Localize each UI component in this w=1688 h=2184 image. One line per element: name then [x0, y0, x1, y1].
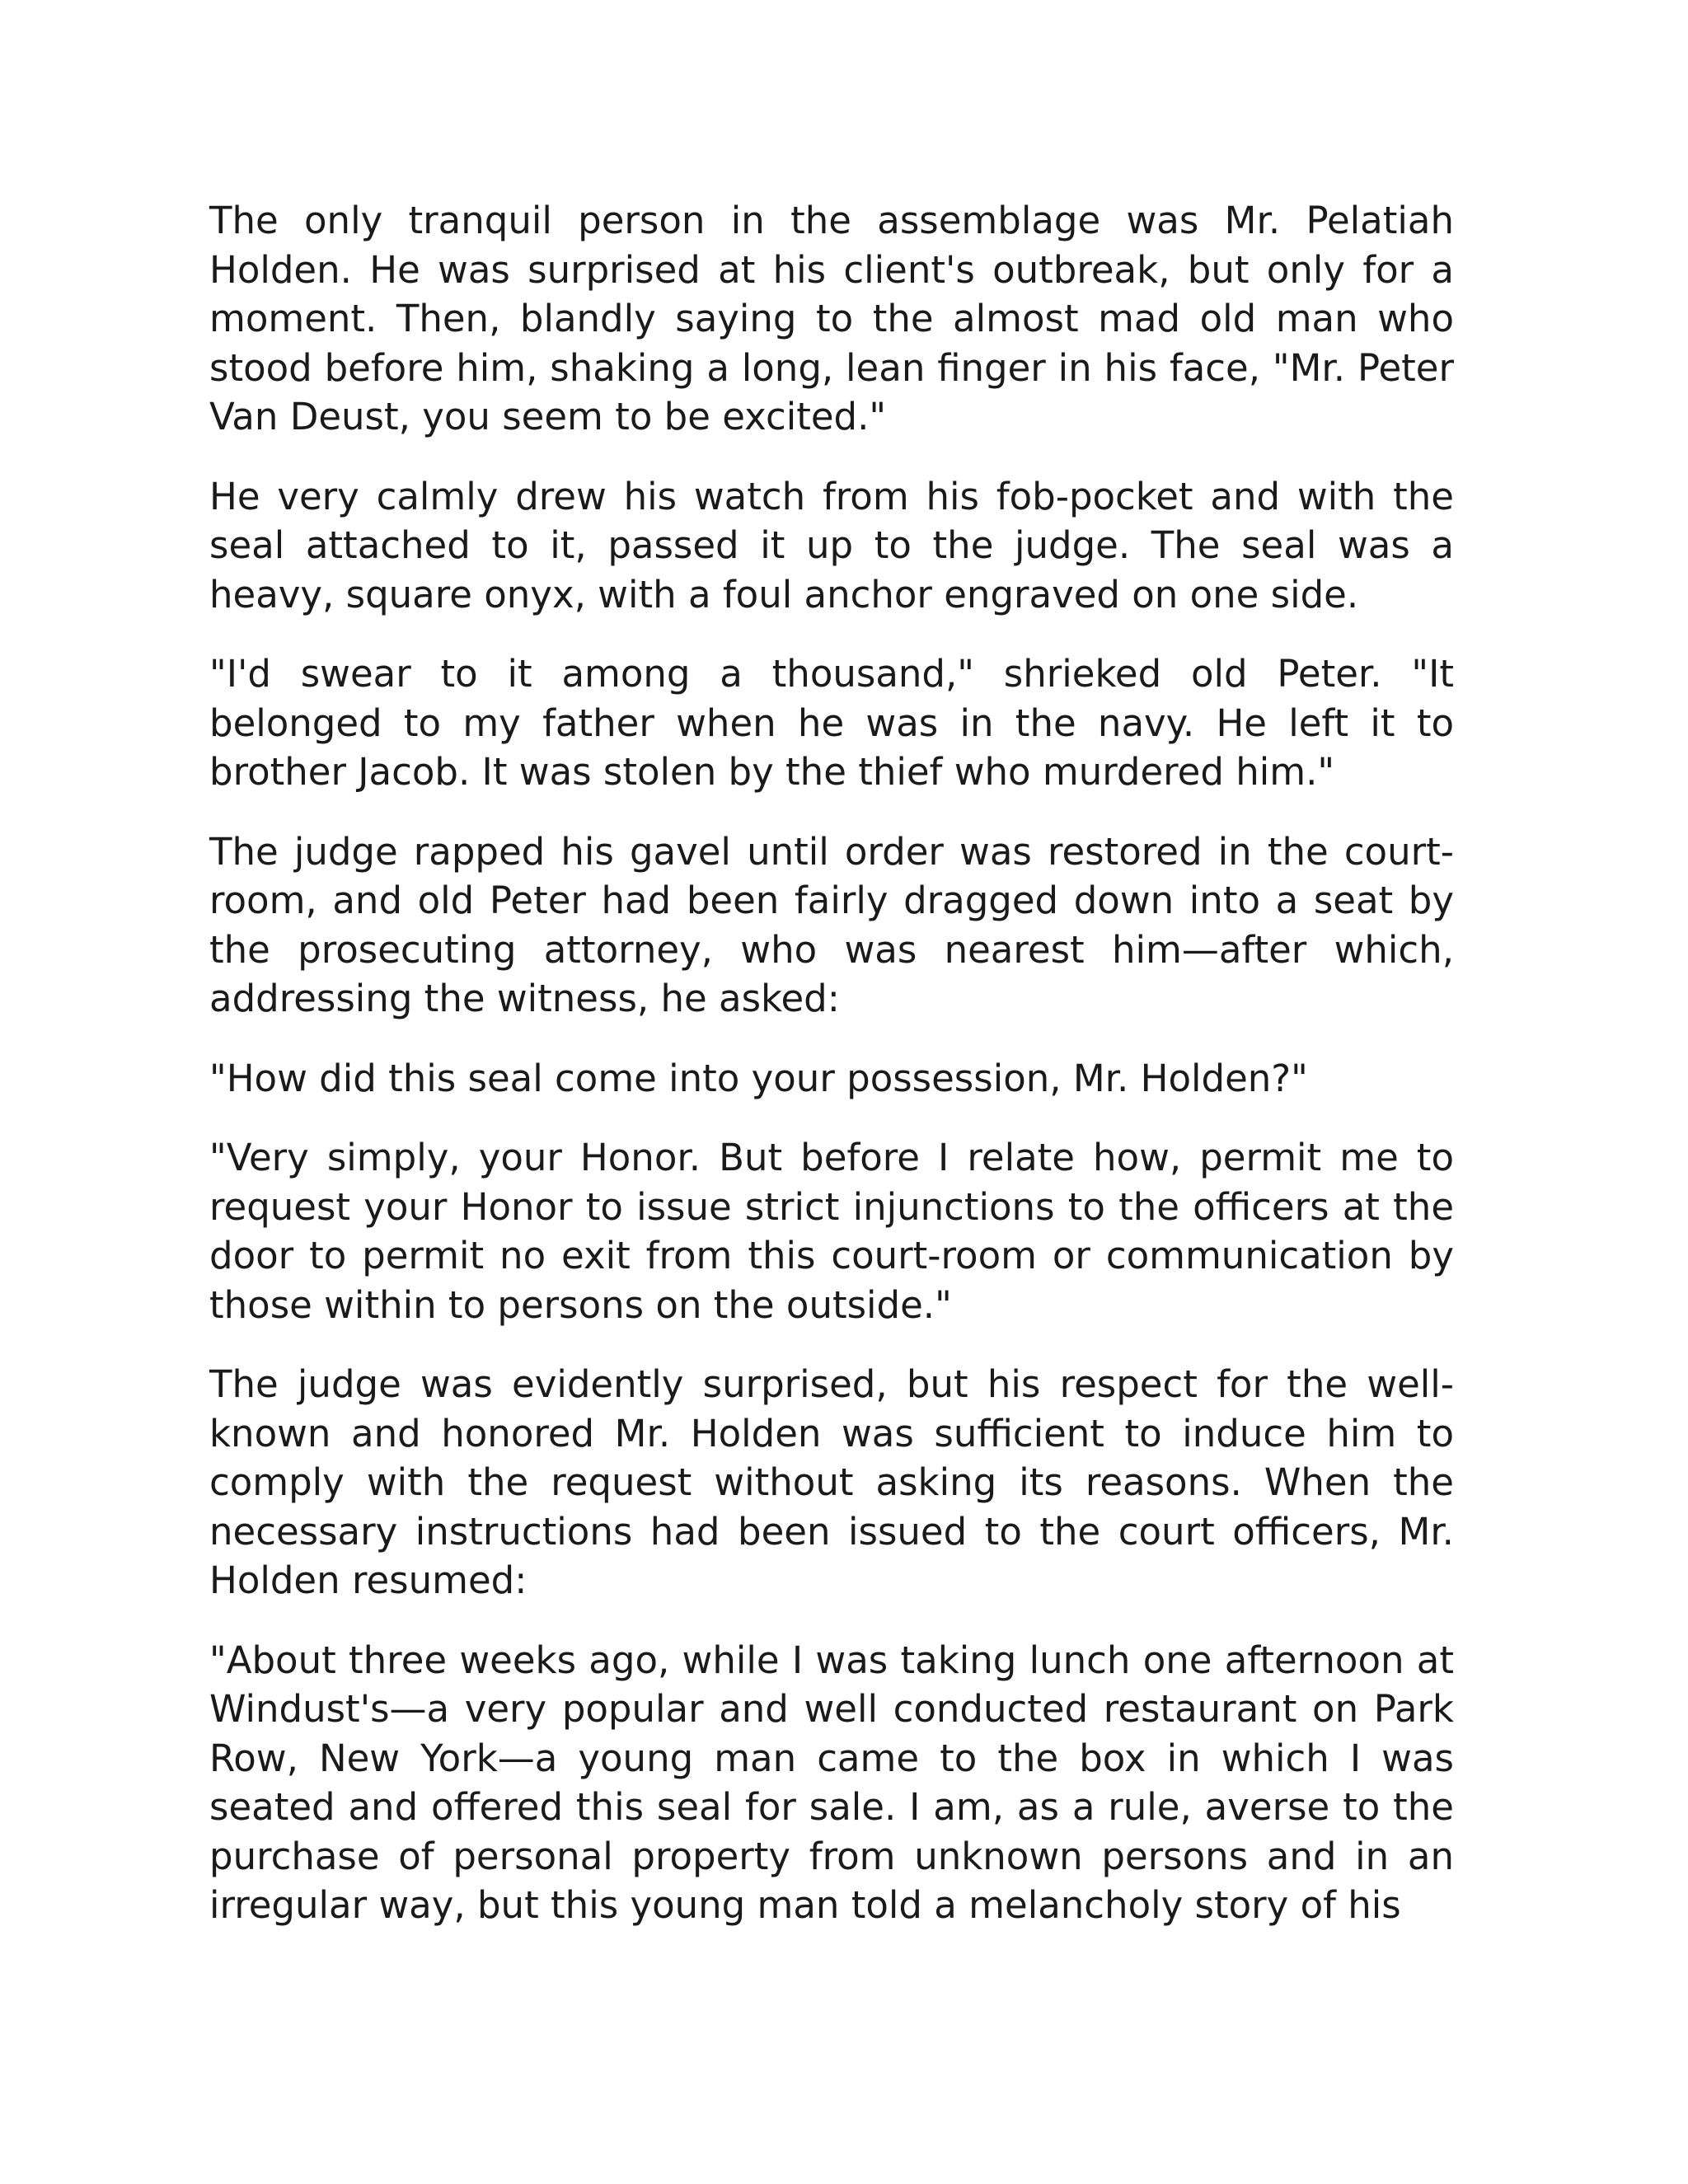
- document-page: [209, 196, 1454, 1930]
- paragraph-5: "How did this seal come into your possession, Mr. Holden?": [209, 1056, 1308, 1100]
- paragraph-1: The only tranquil person in the assemblage was Mr. Pelatiah Holden. He was surprised at his client's outbreak, but only for a moment. Then, blandly saying to the almost mad old man who stood before him, shaking a long, lean finger in his face, "Mr. Peter Van Deust, you seem to be excited.": [209, 199, 1454, 438]
- paragraph-2: He very calmly drew his watch from his fob-pocket and with the seal attached to it, passed it up to the judge. The seal was a heavy, square onyx, with a foul anchor engraved on one side.: [209, 474, 1454, 616]
- paragraph-4: The judge rapped his gavel until order was restored in the court-room, and old Peter had been fairly dragged down into a seat by the prosecuting attorney, who was nearest him—after which, addressing the witness, he asked:: [209, 829, 1454, 1020]
- paragraph-6: "Very simply, your Honor. But before I relate how, permit me to request your Honor to issue strict injunctions to the officers at the door to permit no exit from this court-room or communication by those within to persons on the outside.": [209, 1136, 1454, 1327]
- paragraph-8: "About three weeks ago, while I was taking lunch one afternoon at Windust's—a very popular and well conducted restaurant on Park Row, New York—a young man came to the box in which I was seated and offered this seal for sale. I am, as a rule, averse to the purchase of personal property from unknown persons and in an irregular way, but this young man told a melancholy story of his: [209, 1638, 1454, 1927]
- paragraph-7: The judge was evidently surprised, but his respect for the well-known and honored Mr. Holden was sufficient to induce him to comply with the request without asking its reasons. When the necessary instructions had been issued to the court officers, Mr. Holden resumed:: [209, 1362, 1454, 1602]
- paragraph-3: "I'd swear to it among a thousand," shrieked old Peter. "It belonged to my father when he was in the navy. He left it to brother Jacob. It was stolen by the thief who murdered him.": [209, 652, 1454, 794]
